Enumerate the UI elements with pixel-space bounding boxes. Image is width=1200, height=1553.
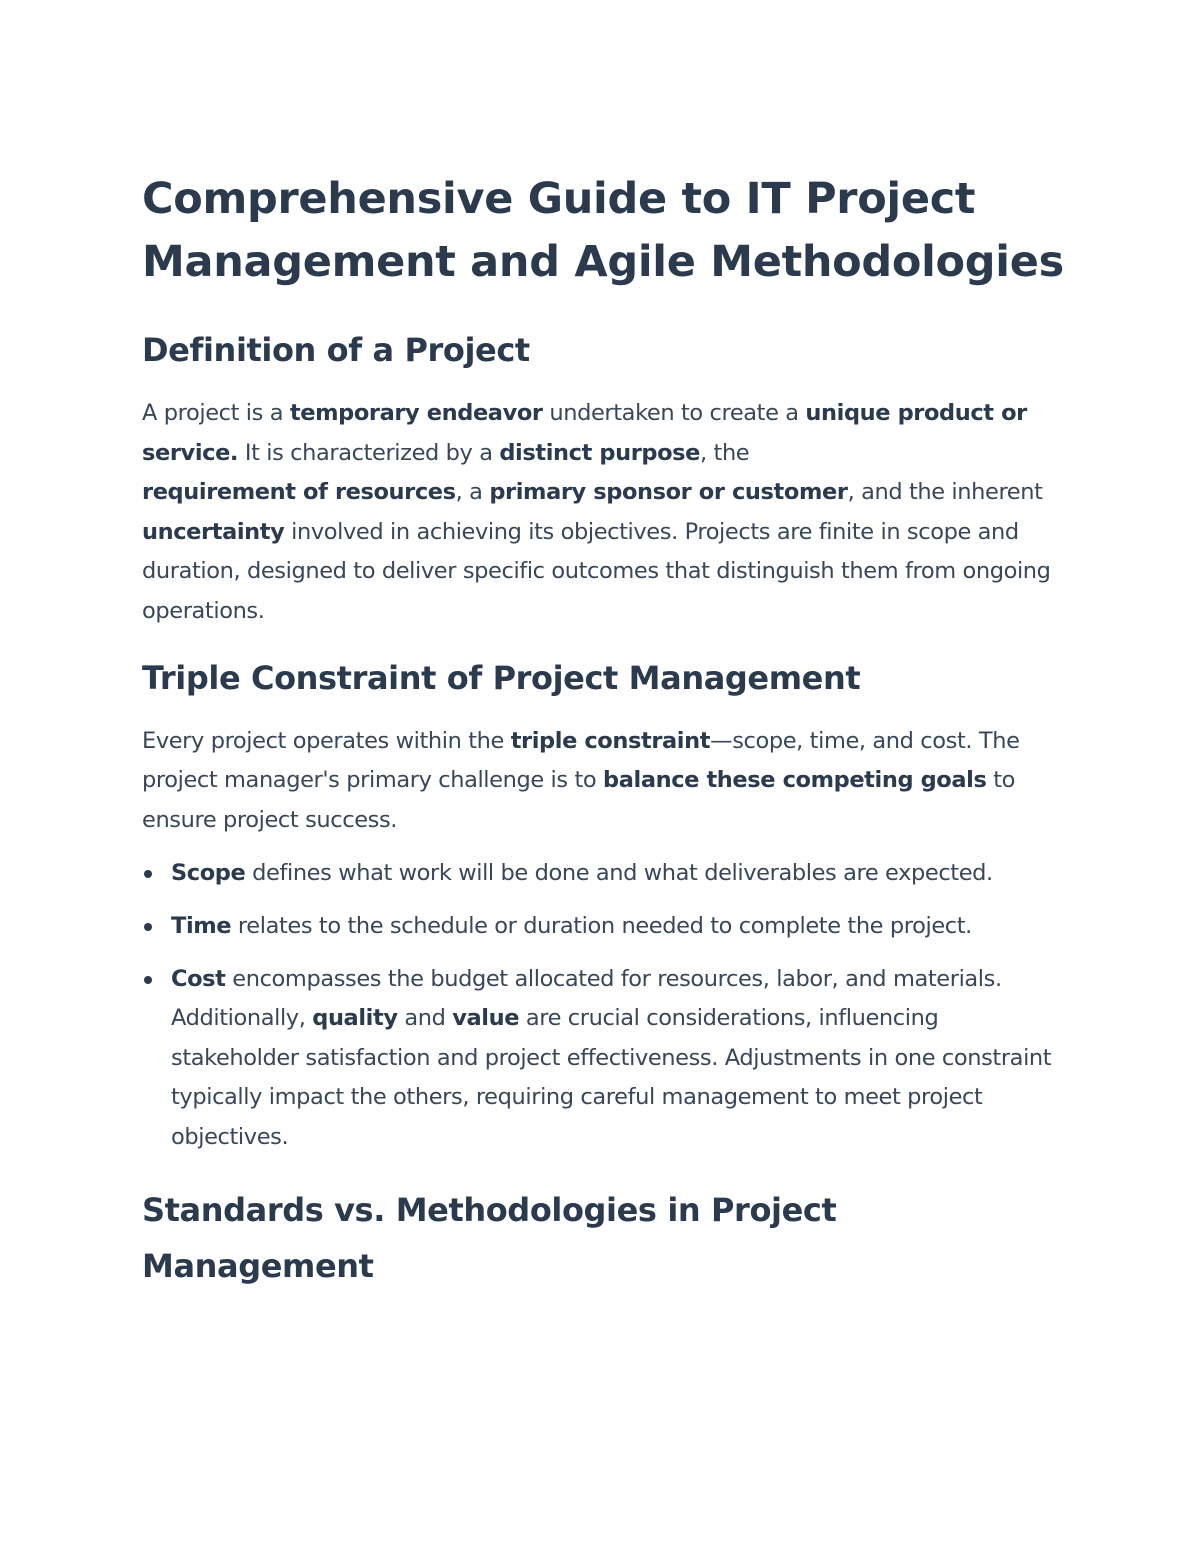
bold-term: distinct purpose xyxy=(499,439,701,466)
section-heading-standards: Standards vs. Methodologies in Project Management xyxy=(142,1190,837,1285)
bold-term: requirement of resources xyxy=(142,479,456,506)
text-run: are crucial considerations, influencing stakeholder satisfaction and project effectiveness. Adjustments in one constraint typically impact the others, requiring careful management to meet project objectives. xyxy=(171,1005,1052,1150)
bold-term: unique product or service. xyxy=(142,400,1027,466)
text-run: , a xyxy=(455,479,490,506)
text-run: defines what work will be done and what deliverables are expected. xyxy=(245,860,993,887)
bold-term: Cost xyxy=(171,965,226,992)
text-run: , and the inherent xyxy=(847,479,1043,506)
text-run: involved in achieving its objectives. Projects are finite in scope and duration, designed to deliver specific outcomes that distinguish them from ongoing operations. xyxy=(142,518,1051,624)
bold-term: primary sponsor or customer xyxy=(489,479,848,506)
text-run: It is characterized by a xyxy=(238,439,500,466)
list-item-cost xyxy=(142,960,1072,1158)
section-heading-definition: Definition of a Project xyxy=(142,331,530,369)
constraint-list xyxy=(142,854,1072,1157)
definition-paragraph xyxy=(142,394,1072,632)
bold-term: Scope xyxy=(171,860,246,887)
section-heading-triple-constraint: Triple Constraint of Project Management xyxy=(142,658,861,697)
list-item-scope xyxy=(142,854,1072,894)
text-run: , the xyxy=(700,439,750,466)
bullet-icon xyxy=(144,976,152,984)
bold-term: triple constraint xyxy=(510,727,711,754)
bold-term: uncertainty xyxy=(142,518,285,545)
document-page xyxy=(142,168,1072,1294)
text-run: —scope, time, and cost. The project manager's primary challenge is to xyxy=(142,727,1020,794)
text-run: encompasses the budget allocated for resources, labor, and materials. Additionally, xyxy=(171,965,1002,1032)
bold-term: quality xyxy=(312,1005,398,1032)
bold-term: balance these competing goals xyxy=(603,767,987,794)
text-run: to ensure project success. xyxy=(142,767,1015,833)
bold-term: Time xyxy=(171,912,232,939)
list-item-time xyxy=(142,907,1072,947)
bullet-icon xyxy=(144,923,152,931)
text-run: undertaken to create a xyxy=(542,400,806,426)
bold-term: temporary endeavor xyxy=(289,400,543,426)
text-run: A project is a xyxy=(142,400,290,426)
document-title: Comprehensive Guide to IT Project Management and Agile Methodologies xyxy=(142,174,1064,287)
bullet-icon xyxy=(144,870,152,878)
triple-constraint-paragraph xyxy=(142,722,1072,841)
text-run: and xyxy=(397,1005,453,1032)
text-run: Every project operates within the xyxy=(142,727,511,754)
bold-term: value xyxy=(452,1005,520,1032)
text-run: relates to the schedule or duration needed to complete the project. xyxy=(231,912,972,939)
